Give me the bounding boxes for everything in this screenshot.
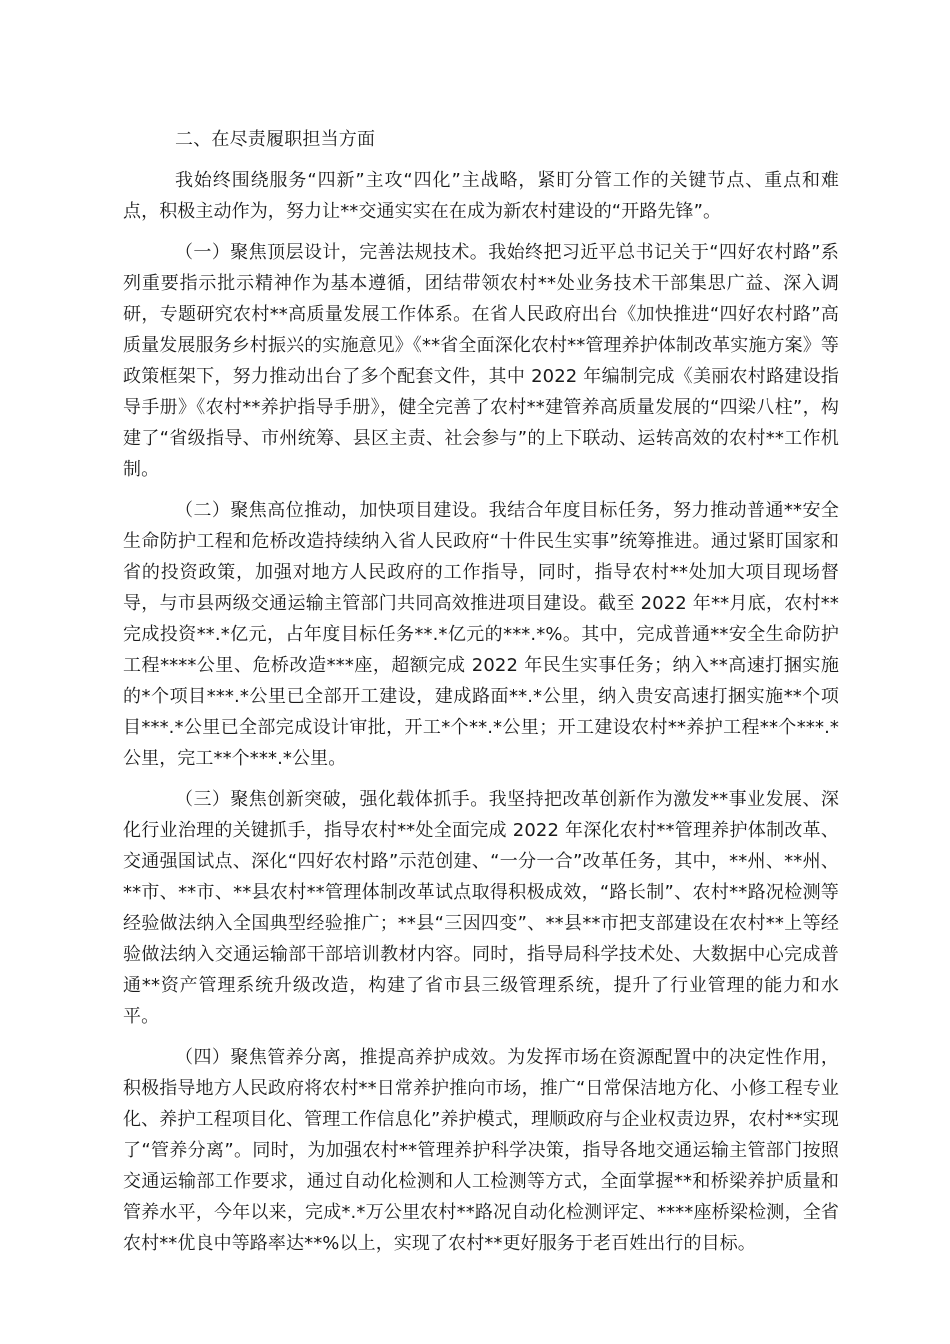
subsection-4-paragraph xyxy=(123,1042,839,1259)
document-page xyxy=(123,122,839,1269)
subsection-3-paragraph xyxy=(123,784,839,1032)
intro-paragraph: 我始终围绕服务“四新”主攻“四化”主战略，紧盯分管工作的关键节点、重点和难点，积极主动作为，努力让**交通实实在在成为新农村建设的“开路先锋”。 xyxy=(123,170,839,222)
subsection-1-body: 我始终把习近平总书记关于“四好农村路”系列重要指示批示精神作为基本遵循，团结带领农村**处业务技术干部集思广益、深入调研，专题研究农村**高质量发展工作体系。在省人民政府出台《加快推进“四好农村路”高质量发展服务乡村振兴的实施意见》《**省全面深化农村**管理养护体制改革实施方案》等政策框架下，努力推动出台了多个配套文件，其中 2022 年编制完成《美丽农村路建设指导手册》《农村**养护指导手册》，健全完善了农村**建管养高质量发展的“四梁八柱”，构建了“省级指导、市州统筹、县区主责、社会参与”的上下联动、运转高效的农村**工作机制。 xyxy=(123,242,839,480)
subsection-2-lead: （二）聚焦高位推动，加快项目建设。 xyxy=(175,500,489,521)
subsection-1-paragraph xyxy=(123,237,839,485)
subsection-4-body: 为发挥市场在资源配置中的决定性作用，积极指导地方人民政府将农村**日常养护推向市场，推广“日常保洁地方化、小修工程专业化、养护工程项目化、管理工作信息化”养护模式，理顺政府与企业权责边界，农村**实现了“管养分离”。同时，为加强农村**管理养护科学决策，指导各地交通运输主管部门按照交通运输部工作要求，通过自动化检测和人工检测等方式，全面掌握**和桥梁养护质量和管养水平，今年以来，完成*.*万公里农村**路况自动化检测评定、****座桥梁检测，全省农村**优良中等路率达**%以上，实现了农村**更好服务于老百姓出行的目标。 xyxy=(123,1047,839,1254)
subsection-4-lead: （四）聚焦管养分离，推提高养护成效。 xyxy=(175,1047,508,1068)
subsection-3-body: 我坚持把改革创新作为激发**事业发展、深化行业治理的关键抓手，指导农村**处全面完成 2022 年深化农村**管理养护体制改革、交通强国试点、深化“四好农村路”示范创建、“一分一合”改革任务，其中，**州、**州、**市、**市、**县农村**管理体制改革试点取得积极成效，“路长制”、农村**路况检测等经验做法纳入全国典型经验推广；**县“三因四变”、**县**市把支部建设在农村**上等经验做法纳入交通运输部干部培训教材内容。同时，指导局科学技术处、大数据中心完成普通**资产管理系统升级改造，构建了省市县三级管理系统，提升了行业管理的能力和水平。 xyxy=(123,789,839,1027)
subsection-2-body: 我结合年度目标任务，努力推动普通**安全生命防护工程和危桥改造持续纳入省人民政府“十件民生实事”统筹推进。通过紧盯国家和省的投资政策，加强对地方人民政府的工作指导，同时，指导农村**处加大项目现场督导，与市县两级交通运输主管部门共同高效推进项目建设。截至 2022 年**月底，农村**完成投资**.*亿元，占年度目标任务**.*亿元的***.*%。其中，完成普通**安全生命防护工程****公里、危桥改造***座，超额完成 2022 年民生实事任务；纳入**高速打捆实施的*个项目***.*公里已全部开工建设，建成路面**.*公里，纳入贵安高速打捆实施**个项目***.*公里已全部完成设计审批，开工*个**.*公里；开工建设农村**养护工程**个***.*公里，完工**个***.*公里。 xyxy=(123,500,839,769)
section-heading: 二、在尽责履职担当方面 xyxy=(175,129,376,150)
subsection-2-paragraph xyxy=(123,495,839,774)
subsection-1-lead: （一）聚焦顶层设计，完善法规技术。 xyxy=(175,242,489,263)
subsection-3-lead: （三）聚焦创新突破，强化载体抓手。 xyxy=(175,789,489,810)
